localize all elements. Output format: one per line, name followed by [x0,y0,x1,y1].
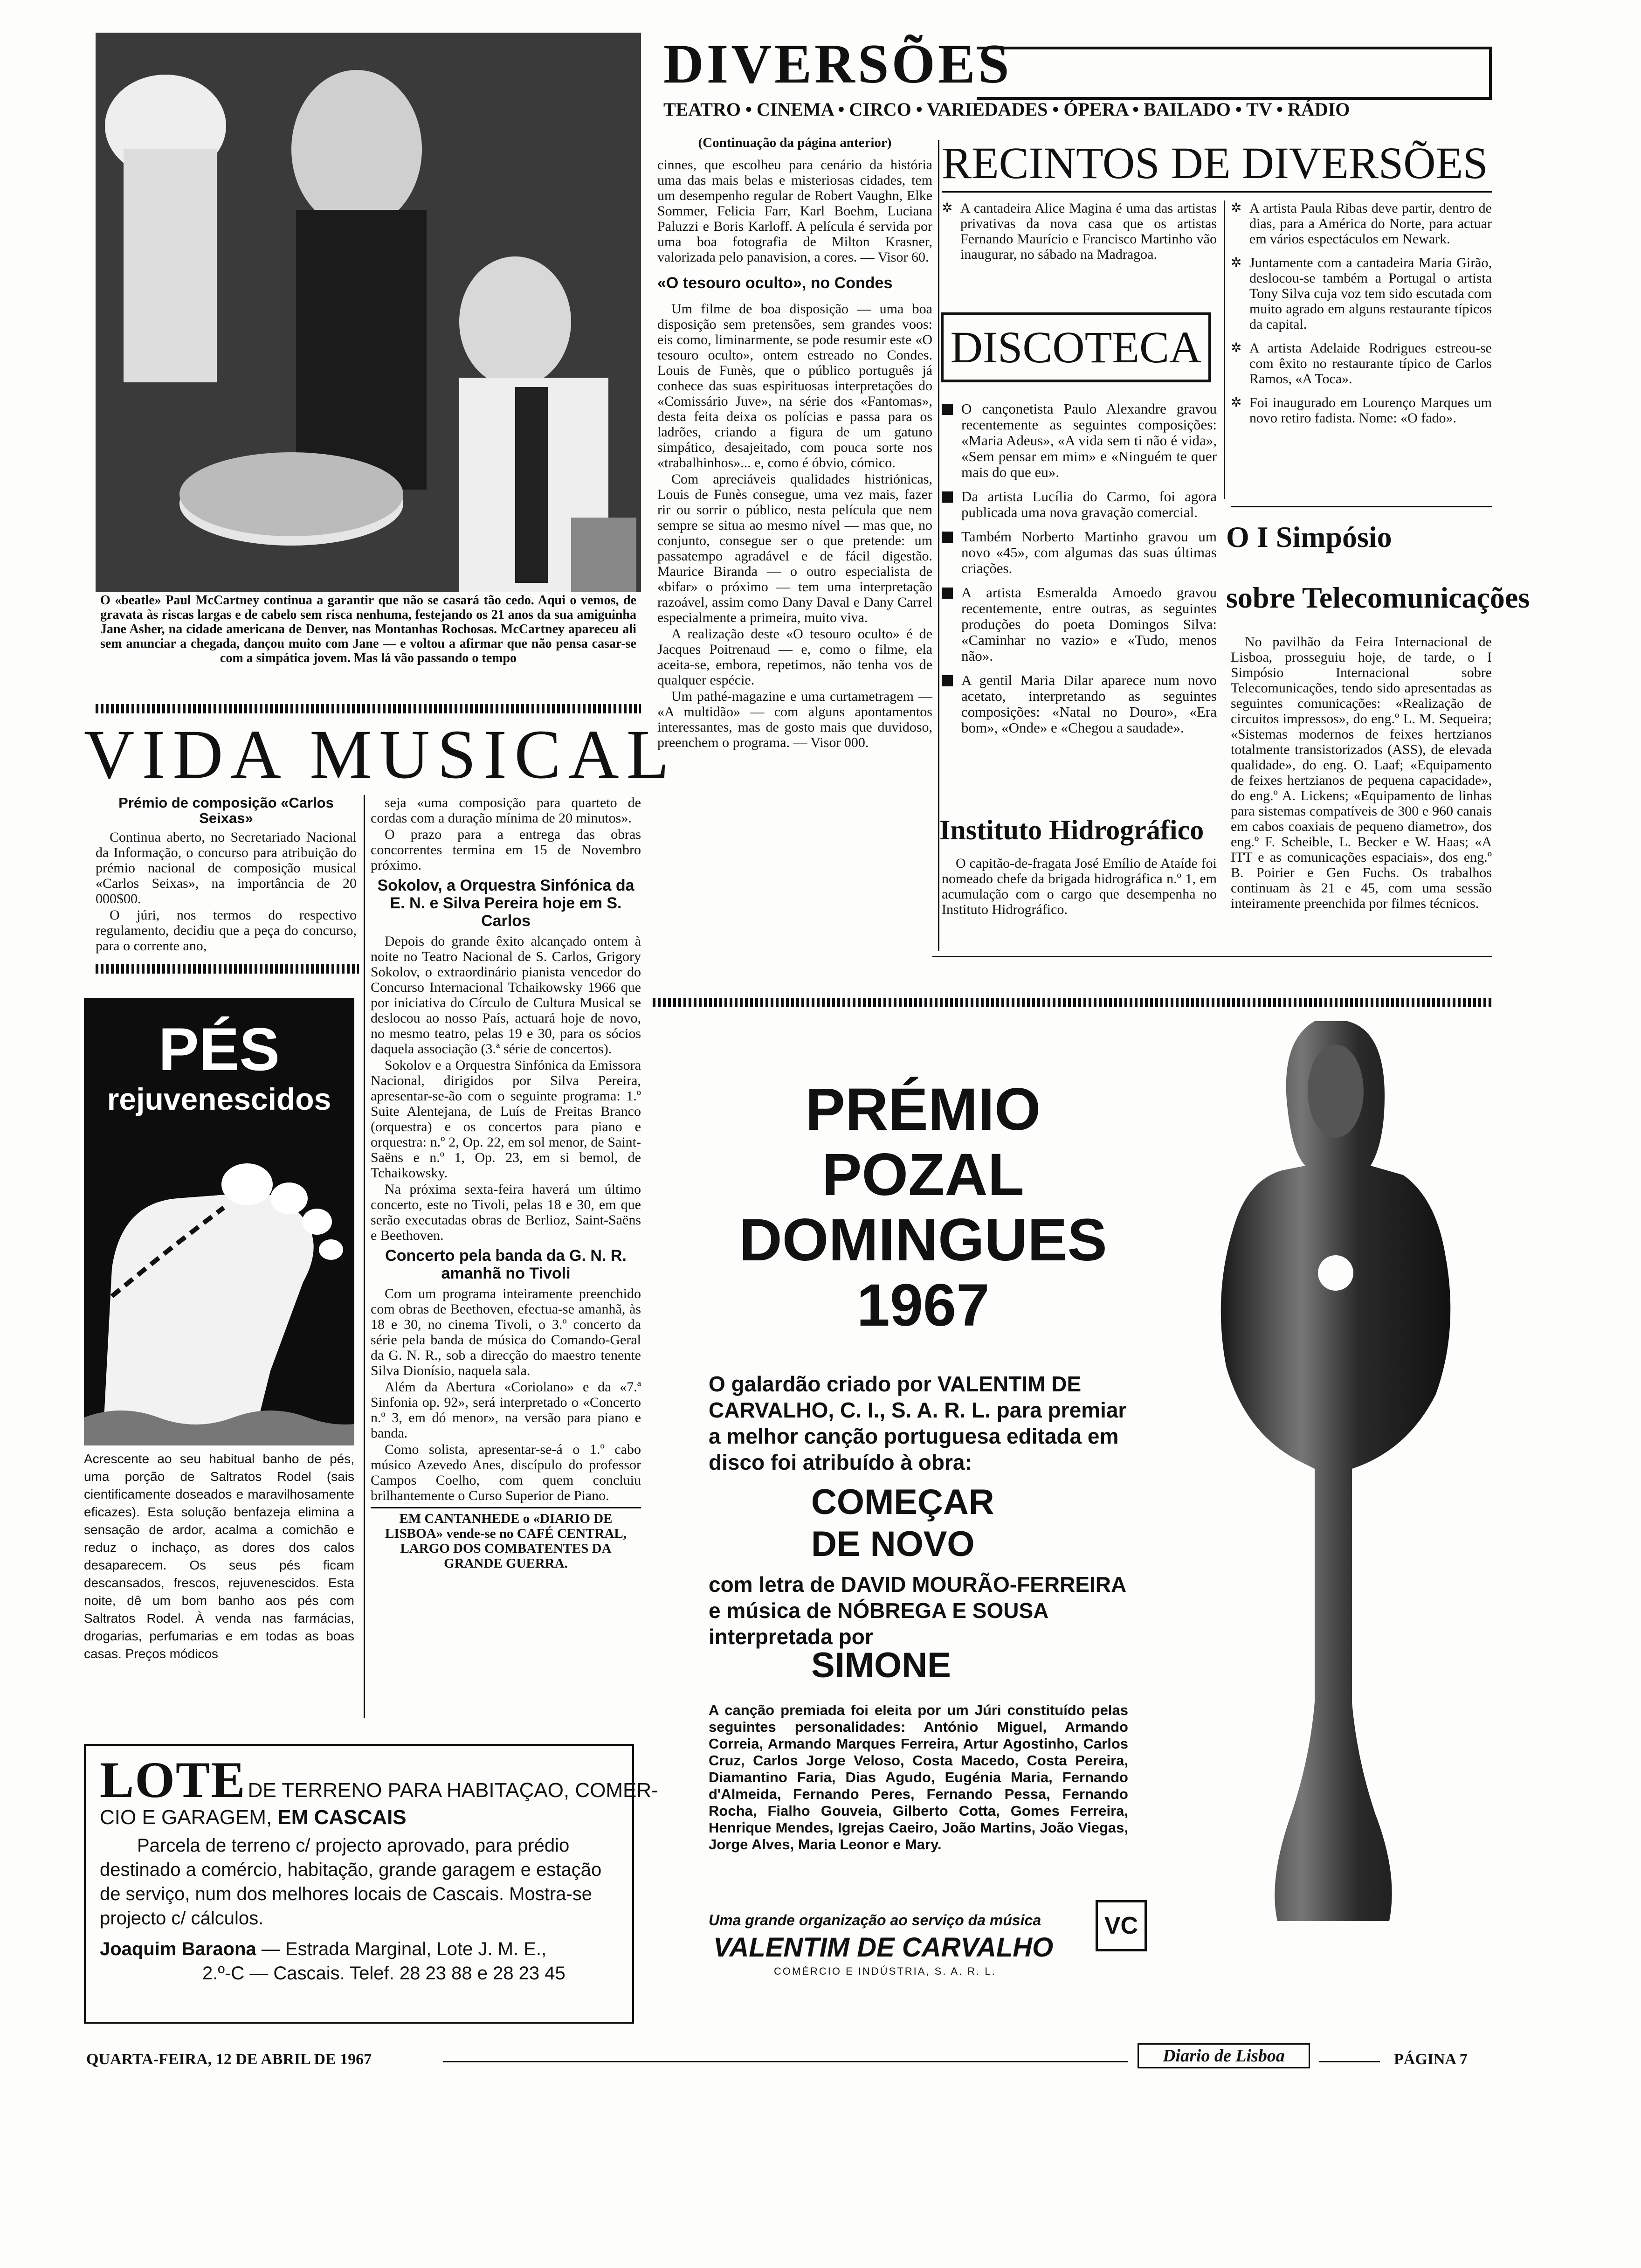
vc-logo [1096,1900,1147,1951]
diversoes-p4: A realização deste «O tesouro oculto» é de Jacques Poitrenaud — e, como o filme, ela aceita-se, embora, repetimos, não tenha vos de qualquer espécie. [657,626,932,688]
premio-ad [653,1012,1492,2014]
premio-company: VALENTIM DE CARVALHO [713,1932,1054,1963]
lote-head-bold: EM CASCAIS [277,1806,407,1829]
pes-ad [84,998,354,1445]
gnr-p2: Além da Abertura «Coriolano» e da «7.ª Sinfonia op. 92», será interpretado o «Concerto n.º 3, em dó menor», na versão para piano e banda. [371,1379,641,1441]
premio-title-line: DOMINGUES [739,1207,1107,1273]
col2-p1: seja «uma composição para quarteto de cordas com a duração mínima de 20 minutos». [371,795,641,826]
photo [96,33,641,592]
lote-contact-1: — Estrada Marginal, Lote J. M. E., [261,1939,547,1959]
gnr-p1: Com um programa inteiramente preenchido com obras de Beethoven, efectua-se amanhã, às 18 e 30, no cinema Tivoli, o 3.º concerto da série pela banda de música do Comando-Geral da G. N. R., sob a direcção do maestro tenente Silva Dionísio, naquela sala. [371,1286,641,1378]
star-icon: ✲ [1231,201,1242,215]
divider-bar [96,964,359,974]
lote-head-1: DE TERRENO PARA HABITAÇAO, COMER- [248,1779,658,1802]
premio-intro: O galardão criado por VALENTIM DE CARVALHO, C. I., S. A. R. L. para premiar a melhor canção portuguesa editada em disco foi atribuído à obra: [709,1372,1127,1474]
continuation-label: (Continuação da página anterior) [698,135,892,150]
bullet-square-icon [942,532,953,543]
cantanhede-notice: EM CANTANHEDE o «DIARIO DE LISBOA» vende-se no CAFÉ CENTRAL, LARGO DOS COMBATENTES DA GRANDE GUERRA. [371,1507,641,1571]
recintos-left-item: ✲ A cantadeira Alice Magina é uma das artistas privativas da nova casa que os artistas Fernando Maurício e Francisco Martinho vão inaugurar, no sábado na Madragoa. [942,201,1217,262]
diversoes-p3: Com apreciáveis qualidades histriónicas, Louis de Funès consegue, uma vez mais, fazer rir ou sorrir o público, nesta película que nem sempre se situa ao mesmo nível — mas que, no conjunto, consegue ser o que pretende: um passatempo agradável e de fácil digestão. Maurice Biranda — o outro especialista de «bifar» o próximo — tem uma interpretação razoável, assim como Dany Daval e Dany Carrel especialmente a primeira, muito viva. [657,471,932,625]
lote-word: LOTE [100,1751,246,1808]
bullet-square-icon [942,491,953,503]
discoteca-item: O cançonetista Paulo Alexandre gravou recentemente as seguintes composições: «Maria Adeus», «A vida sem ti não é vida», «Sem pensar em mim» e «Ninguém te quer mais do que eu». [942,401,1217,480]
premio-p1: Continua aberto, no Secretariado Nacional da Informação, o concurso para atribuição do prémio nacional de composição musical «Carlos Seixas», na importância de 20 000$00. [96,830,357,906]
discoteca-list [942,401,1217,744]
discoteca-item: A gentil Maria Dilar aparece num novo acetato, interpretando as seguintes composições: «Natal no Douro», «Era bom», «Onde» e «Chegou a saudade». [942,672,1217,736]
recintos-right [1231,201,1492,434]
star-icon: ✲ [942,201,953,215]
premio-work-2: DE NOVO [811,1524,975,1564]
premio-company-sub: COMÉRCIO E INDÚSTRIA, S. A. R. L. [774,1965,996,1977]
recintos-title: RECINTOS DE DIVERSÕES [942,138,1488,188]
footer-masthead [1138,2043,1310,2068]
pes-body: Acrescente ao seu habitual banho de pés, uma porção de Saltratos Rodel (sais cientificamente doseados e maravilhosamente eficazes). Esta solução benfazeja elimina a sensação de ardor, acalma a comichão e reduz o inchaço, as dores dos calos desaparecem. Os seus pés ficam descansados, frescos, rejuvenescidos. Esta noite, dê um bom banho aos pés com Saltratos Rodel. À venda nas farmácias, drogarias, perfumarias e em todas as boas casas. Preços módicos [84,1452,354,1661]
sculpture-image [1175,1012,1492,2014]
star-icon: ✲ [1231,395,1242,410]
hidrografico-title: Instituto Hidrográfico [939,815,1204,845]
premio-work-1: COMEÇAR [811,1482,994,1522]
pes-title: PÉS [158,1015,280,1083]
lote-contact-name: Joaquim Baraona [100,1939,256,1959]
discoteca-item: A artista Esmeralda Amoedo gravou recentemente, entre outras, as seguintes produções do poeta Domingos Silva: «Caminhar no vazio» e «Tudo, menos não». [942,585,1217,664]
diversoes-title: DIVERSÕES [663,33,1012,95]
premio-heading: Prémio de composição «Carlos Seixas» [118,795,334,826]
bullet-square-icon [942,588,953,599]
col2-p2: O prazo para a entrega das obras concorrentes termina em 15 de Novembro próximo. [371,827,641,873]
recintos-item: ✲ Foi inaugurado em Lourenço Marques um novo retiro fadista. Nome: «O fado». [1231,395,1492,426]
divider-bar [653,998,1492,1007]
rule [1319,2061,1380,2062]
photo-illustration [96,33,641,592]
diversoes-p1: cinnes, que escolheu para cenário da história uma das mais belas e misteriosas cidades, tem um desempenho regular de Robert Vaughn, Elke Sommer, Felicia Farr, Karl Boehm, Luciana Paluzzi e Boris Karloff. A película é servida por uma boa fotografia de Milton Krasner, valorizada pelo panavision, a cores. — Visor 60. [657,157,932,265]
lote-ad [84,1744,658,2024]
gnr-p3: Como solista, apresentar-se-á o 1.º cabo músico Azevedo Anes, discípulo do professor Campos Coelho, com quem concluiu brilhantemente o Curso Superior de Piano. [371,1442,641,1503]
hidrografico-body: O capitão-de-fragata José Emílio de Ataíde foi nomeado chefe da brigada hidrográfica n.º 1, em acumulação com o cargo que desempenha no Instituto Hidrográfico. [942,856,1217,917]
vida-musical-title: VIDA MUSICAL [84,716,677,793]
vc-logo-letters: VC [1104,1912,1138,1939]
divider-bar [96,704,641,713]
recintos-item: ✲ A artista Paula Ribas deve partir, dentro de dias, para a América do Norte, para actuar em vários espectáculos em Newark. [1231,201,1492,247]
diversoes-column [657,135,932,751]
premio-singer: SIMONE [811,1646,951,1685]
rule [443,2061,1128,2062]
star-icon: ✲ [1231,341,1242,355]
column-rule [1224,201,1225,499]
premio-p2: O júri, nos termos do respectivo regulamento, decidiu que a peça do concurso, para o corrente ano, [96,907,357,954]
diversoes-header [655,33,1492,131]
column-rule [364,795,365,1718]
diversoes-p2: Um filme de boa disposição — uma boa disposição sem pretensões, sem grandes voos: eis como, liminarmente, se pode resumir este «O tesouro oculto», ontem estreado no Condes. Louis de Funès, que o público português já conhece das suas espirituosas interpretações do «Comissário Juve», na série dos «Fantomas», desta feita deixa os polícias e passa para os ladrões, criando a figura de um gatuno simpático, desajeitado, com pouca sorte nos «trabalhinhos»... e, como é óbvio, cómico. [657,301,932,470]
diversoes-subtitle: TEATRO • CINEMA • CIRCO • VARIEDADES • ÓPERA • BAILADO • TV • RÁDIO [663,99,1350,120]
simposio-title-1: O I Simpósio [1226,520,1392,553]
sokolov-p3: Na próxima sexta-feira haverá um último concerto, este no Tivoli, pelas 18 e 30, em que serão executadas obras de Berlioz, Saint-Saëns e Beethoven. [371,1182,641,1243]
lote-head-2: CIO E GARAGEM, [100,1806,272,1829]
premio-title-line: POZAL [822,1141,1024,1208]
premio-title [671,1077,1175,1338]
premio-credits: com letra de DAVID MOURÃO-FERREIRA e música de NÓBREGA E SOUSA interpretada por [709,1572,1126,1649]
sokolov-p1: Depois do grande êxito alcançado ontem à noite no Teatro Nacional de S. Carlos, Grigory Sokolov, o extraordinário pianista vencedor do Concurso Internacional Tchaikowsky 1966 que por iniciativa do Círculo de Cultura Musical se deslocou ao nosso País, actuará hoje de novo, no mesmo teatro, pelas 19 e 30, para os sócios daquela associação (3.ª série de concertos). [371,933,641,1057]
diversoes-p5: Um pathé-magazine e uma curtametragem — «A multidão» — com alguns apontamentos interessantes, mas de gosto mais que duvidoso, preenchem o programa. — Visor 000. [657,689,932,750]
simposio-body: No pavilhão da Feira Internacional de Lisboa, prosseguiu hoje, de tarde, o I Simpósio Internacional sobre Telecomunicações, tendo sido apresentadas as seguintes comunicações: «Realização de circuitos impressos», do eng.º L. M. Sequeira; «Sistemas modernos de feixes hertzianos totalmente transistorizados (ASS), de elevada qualidade», do eng. O. Laaf; «Equipamento de feixes hertzianos de pequena capacidade», do eng.º A. Lickens; «Equipamento de linhas para sistemas compatíveis de 300 e 960 canais em cabos coaxiais de pequeno diametro», dos eng.º F. Scheible, L. Becker e W. Haas; «A ITT e as comunicações espaciais», dos eng.º B. Poirier e Gen Fuchs. Os trabalhos continuam às 21 e 45, com uma sessão inteiramente preenchida por filmes técnicos. [1231,634,1492,911]
bullet-square-icon [942,404,953,415]
tesouro-heading: «O tesouro oculto», no Condes [657,274,893,292]
sokolov-heading: Sokolov, a Orquestra Sinfónica da E. N. e Silva Pereira hoje em S. Carlos [377,877,634,930]
photo-caption: O «beatle» Paul McCartney continua a garantir que não se casará tão cedo. Aqui o vemos, de gravata às riscas largas e de cabelo sem risca nenhuma, festejando os 21 anos da sua amiguinha Jane Asher, na cidade americana de Denver, nas Montanhas Rochosas. McCartney apareceu ali sem anunciar a chegada, dançou muito com Jane — e voltou a afirmar que não pensa casar-se com a simpática jovem. Mas lá vão passando o tempo [100,593,636,665]
premio-tagline: Uma grande organização ao serviço da música [709,1912,1041,1929]
vida-musical-col2 [371,795,641,1571]
pes-subtitle: rejuvenescidos [107,1082,331,1116]
foot-illustration [84,1128,354,1445]
sokolov-p2: Sokolov e a Orquestra Sinfónica da Emissora Nacional, dirigidos por Silva Pereira, apresentar-se-ão com o seguinte programa: 1.º Suite Alentejana, de Luís de Freitas Branco (orquestra) e os concertos para piano e orquestra: n.º 2, Op. 22, em sol menor, de Saint-Saëns e n.º 1, Op. 23, em si bemol, de Tchaikowsky. [371,1058,641,1181]
lote-body: Parcela de terreno c/ projecto aprovado, para prédio destinado a comércio, habitação, grande garagem e estação de serviço, num dos melhores locais de Cascais. Mostra-se projecto c/ cálculos. [100,1835,602,1929]
bullet-square-icon [942,675,953,686]
vida-musical-col1 [96,795,357,954]
discoteca-title: DISCOTECA [950,322,1202,372]
premio-title-line: PRÉMIO [805,1076,1041,1143]
rule [942,191,1492,193]
simposio-title-2: sobre Telecomunicações [1226,581,1530,614]
star-icon: ✲ [1231,256,1242,270]
discoteca-item: Da artista Lucília do Carmo, foi agora publicada uma nova gravação comercial. [942,489,1217,520]
premio-title-line: 1967 [856,1272,990,1339]
discoteca-item: Também Norberto Martinho gravou um novo «45», com algumas das suas últimas criações. [942,529,1217,576]
rule [1231,506,1492,507]
paper-name: Diario de Lisboa [1163,2046,1285,2066]
footer-date: QUARTA-FEIRA, 12 DE ABRIL DE 1967 [86,2051,372,2068]
footer-page: PÁGINA 7 [1394,2051,1468,2068]
lote-contact-2: 2.º-C — Cascais. Telef. 28 23 88 e 28 23 45 [202,1963,565,1984]
gnr-heading: Concerto pela banda da G. N. R. amanhã no Tivoli [385,1247,627,1282]
rule [932,956,1492,957]
premio-jury: A canção premiada foi eleita por um Júri constituído pelas seguintes personalidades: António Miguel, Armando Correia, Armando Marques Ferreira, Artur Agostinho, Carlos Cruz, Carlos Jorge Veloso, Costa Macedo, Costa Pereira, Diamantino Faria, Dias Agudo, Eugénia Maria, Fernando d'Almeida, Fernando Peres, Fernando Pessa, Fernando Rocha, Fialho Gouveia, Gilberto Cotta, Gomes Ferreira, Henrique Mendes, Igrejas Caeiro, João Martins, João Viegas, Jorge Alves, Maria Leonor e Mary. [709,1702,1128,1853]
recintos-left [942,201,1217,270]
recintos-item: ✲ Juntamente com a cantadeira Maria Girão, deslocou-se também a Portugal o artista Tony Silva cuja voz tem sido escutada com muito agrado em alguns restaurante típicos da capital. [1231,255,1492,332]
recintos-item: ✲ A artista Adelaide Rodrigues estreou-se com êxito no restaurante típico de Carlos Ramos, «A Toca». [1231,340,1492,387]
